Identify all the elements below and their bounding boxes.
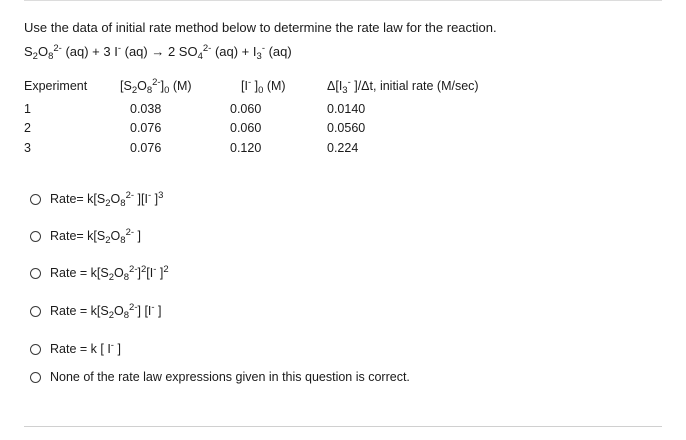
row-2-rate: 0.0560 [327, 121, 366, 135]
answer-option-a[interactable] [30, 190, 163, 208]
answer-option-d[interactable] [30, 302, 162, 320]
radio-button[interactable] [30, 344, 41, 355]
radio-button[interactable] [30, 231, 41, 242]
header-initial-rate: $\Delta[I_3^-$ ]/Δt, initial rate (M/sec) [327, 77, 479, 96]
answer-option-d-label: Rate = $k[S_2O_8^{2-}]$ [I- ] [50, 302, 162, 321]
row-2-experiment: 2 [24, 121, 31, 135]
answer-option-e[interactable] [30, 340, 121, 358]
answer-option-f-label: None of the rate law expressions given in this question is correct. [50, 370, 410, 384]
answer-option-e-label: Rate = k [ I- ] [50, 340, 121, 356]
row-3-s2o8: 0.076 [130, 141, 162, 155]
row-2-iodide: 0.060 [230, 121, 262, 135]
row-1-rate: 0.0140 [327, 102, 366, 116]
radio-button[interactable] [30, 372, 41, 383]
row-2-s2o8: 0.076 [130, 121, 162, 135]
header-s2o8-concentration: $[S_2O_8^{2-}]_0$ (M) [120, 77, 192, 96]
question-text: Use the data of initial rate method below to determine the rate law for the reaction. [24, 20, 497, 35]
row-3-rate: 0.224 [327, 141, 359, 155]
row-1-s2o8: 0.038 [130, 102, 162, 116]
reaction-equation: $S_2O_8^{2-}$ (aq) + 3 I- (aq) → 2 $SO_4^{2-}$ $(aq) + I_3^-$ (aq) [24, 43, 292, 62]
answer-option-a-label: Rate= $k[S_2O_8^{2-}$ ][I- ]$^3$ [50, 190, 164, 209]
bottom-divider [24, 426, 662, 427]
answer-option-c[interactable] [30, 264, 169, 282]
answer-option-b[interactable] [30, 227, 141, 245]
radio-button[interactable] [30, 268, 41, 279]
row-1-iodide: 0.060 [230, 102, 262, 116]
answer-option-b-label: Rate= $k[S_2O_8^{2-}$ ] [50, 227, 141, 246]
row-3-experiment: 3 [24, 141, 31, 155]
row-3-iodide: 0.120 [230, 141, 262, 155]
header-iodide-concentration: [I- ]$_0$ (M) [241, 77, 286, 96]
answer-option-c-label: Rate = $k[S_2O_8^{2-}]^2[I^-$ ]$^2$ [50, 264, 169, 283]
row-1-experiment: 1 [24, 102, 31, 116]
answer-option-f[interactable] [30, 368, 410, 386]
top-divider [24, 0, 662, 1]
radio-button[interactable] [30, 306, 41, 317]
header-experiment: Experiment [24, 79, 88, 93]
radio-button[interactable] [30, 194, 41, 205]
